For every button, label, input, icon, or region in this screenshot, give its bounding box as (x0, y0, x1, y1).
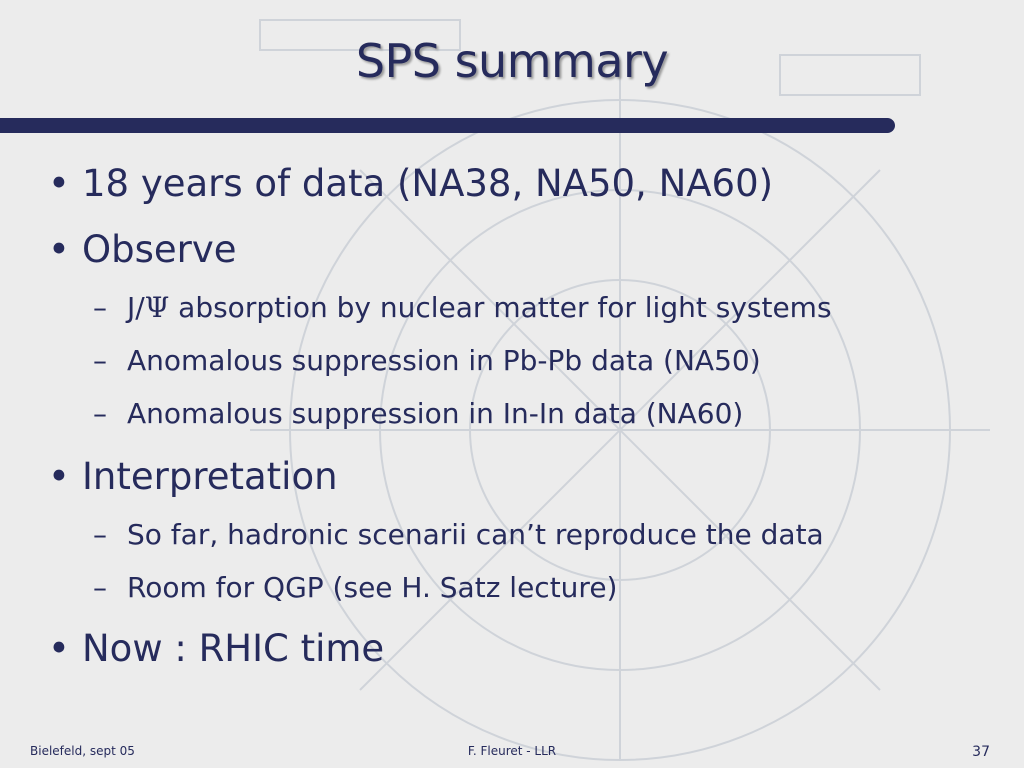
sub-bullet-marker: – (93, 291, 107, 324)
sub-bullet-3-1 (93, 517, 824, 553)
bullet-3-text: Interpretation (82, 455, 338, 498)
bullet-marker: • (48, 455, 70, 498)
slide-title: SPS summary (355, 34, 669, 88)
sub-bullet-2-1-suffix: absorption by nuclear matter for light systems (169, 291, 832, 324)
bullet-1-text: 18 years of data (NA38, NA50, NA60) (82, 162, 774, 205)
sub-bullet-3-2 (93, 570, 617, 606)
sub-bullet-marker: – (93, 571, 107, 604)
sub-bullet-marker: – (93, 397, 107, 430)
bullet-marker: • (48, 627, 70, 670)
sub-bullet-2-2 (93, 343, 761, 379)
footer-location-date: Bielefeld, sept 05 (30, 744, 135, 758)
bullet-1 (48, 162, 773, 206)
sub-bullet-marker: – (93, 344, 107, 377)
bullet-marker: • (48, 162, 70, 205)
sub-bullet-3-1-text: So far, hadronic scenarii can’t reproduce the data (127, 518, 824, 551)
sub-bullet-3-2-text: Room for QGP (see H. Satz lecture) (127, 571, 618, 604)
bullet-2 (48, 228, 237, 272)
footer-author: F. Fleuret - LLR (467, 744, 557, 758)
sub-bullet-2-3 (93, 396, 743, 432)
sub-bullet-2-3-text: Anomalous suppression in In-In data (NA60) (127, 397, 744, 430)
bullet-4-text: Now : RHIC time (82, 627, 385, 670)
sub-bullet-2-1-prefix: J/ (127, 291, 145, 324)
sub-bullet-2-2-text: Anomalous suppression in Pb-Pb data (NA50) (127, 344, 761, 377)
sub-bullet-marker: – (93, 518, 107, 551)
bullet-3 (48, 455, 338, 499)
sub-bullet-2-1 (93, 290, 832, 326)
bullet-4 (48, 627, 384, 671)
bullet-2-text: Observe (82, 228, 237, 271)
psi-symbol: Ψ (144, 291, 170, 324)
bullet-marker: • (48, 228, 70, 271)
page-number: 37 (972, 744, 990, 760)
